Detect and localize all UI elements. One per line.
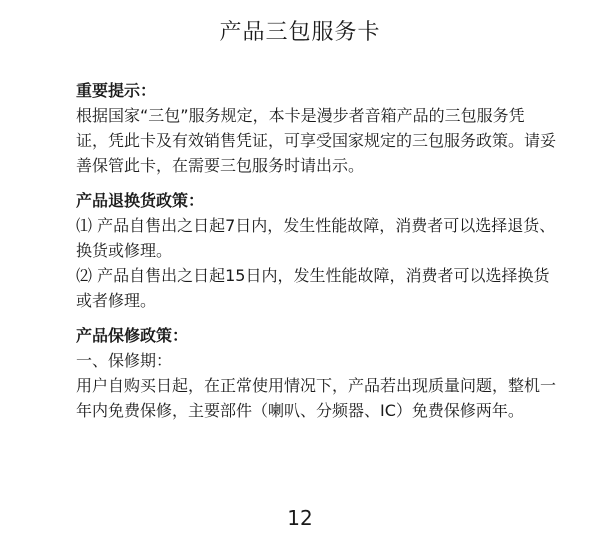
return-policy-item-1: ⑴ 产品自售出之日起7日内，发生性能故障，消费者可以选择退货、换货或修理。 — [76, 216, 556, 260]
return-policy-item-2: ⑵ 产品自售出之日起15日内，发生性能故障，消费者可以选择换货或者修理。 — [76, 266, 550, 310]
important-notice-text: 根据国家“三包”服务规定，本卡是漫步者音箱产品的三包服务凭证，凭此卡及有效销售凭证，可享受国家规定的三包服务政策。请妥善保管此卡，在需要三包服务时请出示。 — [76, 106, 557, 175]
section-heading-important-notice: 重要提示： — [76, 81, 157, 100]
section-heading-warranty-policy: 产品保修政策： — [76, 326, 189, 345]
section-spacer — [76, 313, 556, 323]
section-important-notice — [76, 78, 556, 178]
document-body — [76, 78, 556, 423]
page-title: 产品三包服务卡 — [219, 20, 381, 45]
warranty-period-text: 用户自购买日起，在正常使用情况下，产品若出现质量问题，整机一年内免费保修，主要部件（喇叭、分频器、IC）免费保修两年。 — [76, 376, 557, 420]
page-number: 12 — [287, 506, 313, 530]
section-heading-return-policy: 产品退换货政策： — [76, 191, 205, 210]
section-return-policy — [76, 188, 556, 313]
section-spacer — [76, 178, 556, 188]
warranty-period-subheading: 一、保修期： — [76, 351, 173, 370]
section-warranty-policy — [76, 323, 556, 423]
